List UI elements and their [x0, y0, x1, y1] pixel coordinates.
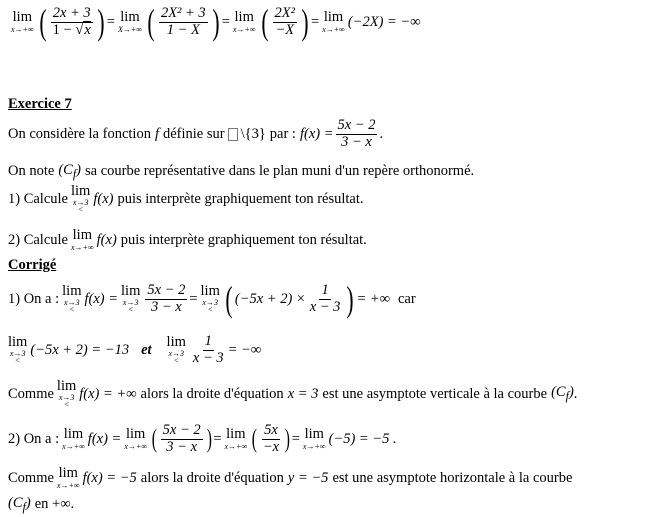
lim-operator: lim x→+∞	[124, 426, 147, 451]
exercice-note: On note $(C_f)$ sa courbe représentative dans le plan muni d'un repère orthonormé.	[8, 162, 475, 181]
lim-operator: lim x→+∞	[302, 426, 326, 451]
lim-operator: lim x→+∞	[71, 227, 94, 252]
lim-operator: lim x→3 <	[62, 282, 82, 315]
corrige-line-4: 2) On a : lim x→+∞ f(x) = lim x→+∞ ( $\frac{5x - 2}{3 - x}$ ) = lim x→+∞ ( $\frac{5x}{-x}$ ) = lim x→+∞ (−5) = −5 .	[8, 422, 397, 455]
lim-operator: lim x→3 <	[56, 377, 77, 410]
fraction: $\frac{1}{x - 3}$	[192, 333, 224, 366]
top-limit-equation: lim x→+∞ ( $\frac{2x + 3}{1 - √x}$ ) = lim X→+∞ ( $\frac{\text{2X² + 3}}{1 - X}$ ) = lim x→+∞ ( $\frac{\text{2X²}}{-X}$ ) = lim x→+∞ (−2X) = −∞	[11, 2, 421, 42]
fraction: $\frac{5x}{-x}$	[262, 422, 280, 455]
lim-operator: lim x→3 <	[121, 282, 141, 315]
corrige-line-5: Comme lim x→+∞ f(x) = −5 alors la droite d'équation y = −5 est une asymptote horizontale à la courbe	[8, 465, 573, 490]
question-2: 2) Calcule lim x→+∞ f(x) puis interprète graphiquement ton résultat.	[8, 227, 367, 252]
lim-operator: lim x→+∞	[56, 465, 80, 490]
lim-operator: lim x→3 <	[8, 333, 28, 366]
exercice-title: Exercice 7	[8, 96, 72, 112]
fraction: $\frac{5x - 2}{3 - x}$	[147, 282, 186, 315]
lim-operator: lim x→+∞	[62, 426, 85, 451]
fraction: $\frac{\text{2X²}}{-X}$	[274, 5, 295, 38]
corrige-title: Corrigé	[8, 257, 57, 273]
missing-glyph-icon	[228, 128, 238, 141]
lim-operator: lim X→+∞	[117, 9, 142, 34]
corrige-line-1: 1) On a : lim x→3 < f(x) = lim x→3 < $\frac{5x - 2}{3 - x}$ = lim x→3 < ( (−5x + 2) × $\frac{1}{x - 3}$ ) = +∞ car	[8, 279, 416, 319]
lim-operator: lim x→3 <	[166, 333, 186, 366]
corrige-line-2: lim x→3 < (−5x + 2) = −13 et lim x→3 < $\frac{1}{x - 3}$ = −∞	[8, 333, 262, 366]
fraction: $\frac{5x - 2}{3 - x}$	[162, 422, 201, 455]
lim-operator: lim x→+∞	[322, 9, 345, 34]
lim-operator: lim x→3 <	[200, 282, 220, 315]
lim-operator: lim x→3 <	[71, 182, 91, 215]
lim-operator: lim x→+∞	[232, 9, 256, 34]
corrige-line-3: Comme lim x→3 < f(x) = +∞ alors la droite d'équation x = 3 est une asymptote verticale à la courbe $(C_f)$ .	[8, 377, 578, 410]
lim-operator: lim x→+∞	[11, 9, 34, 34]
corrige-line-6: $(C_f)$ en +∞.	[8, 495, 75, 514]
exercice-intro: On considère la fonction f définie sur \{3} par : f(x) = $\frac{5x - 2}{3 - x}$ .	[8, 117, 384, 150]
fraction: $\frac{5x - 2}{3 - x}$	[337, 117, 376, 150]
question-1: 1) Calcule lim x→3 < f(x) puis interprète graphiquement ton résultat.	[8, 182, 364, 215]
fraction: $\frac{\text{2X² + 3}}{1 - X}$	[160, 5, 206, 38]
lim-operator: lim x→+∞	[224, 426, 248, 451]
fraction: $\frac{2x + 3}{1 - √x}$	[52, 5, 91, 38]
fraction: $\frac{1}{x - 3}$	[309, 282, 341, 315]
